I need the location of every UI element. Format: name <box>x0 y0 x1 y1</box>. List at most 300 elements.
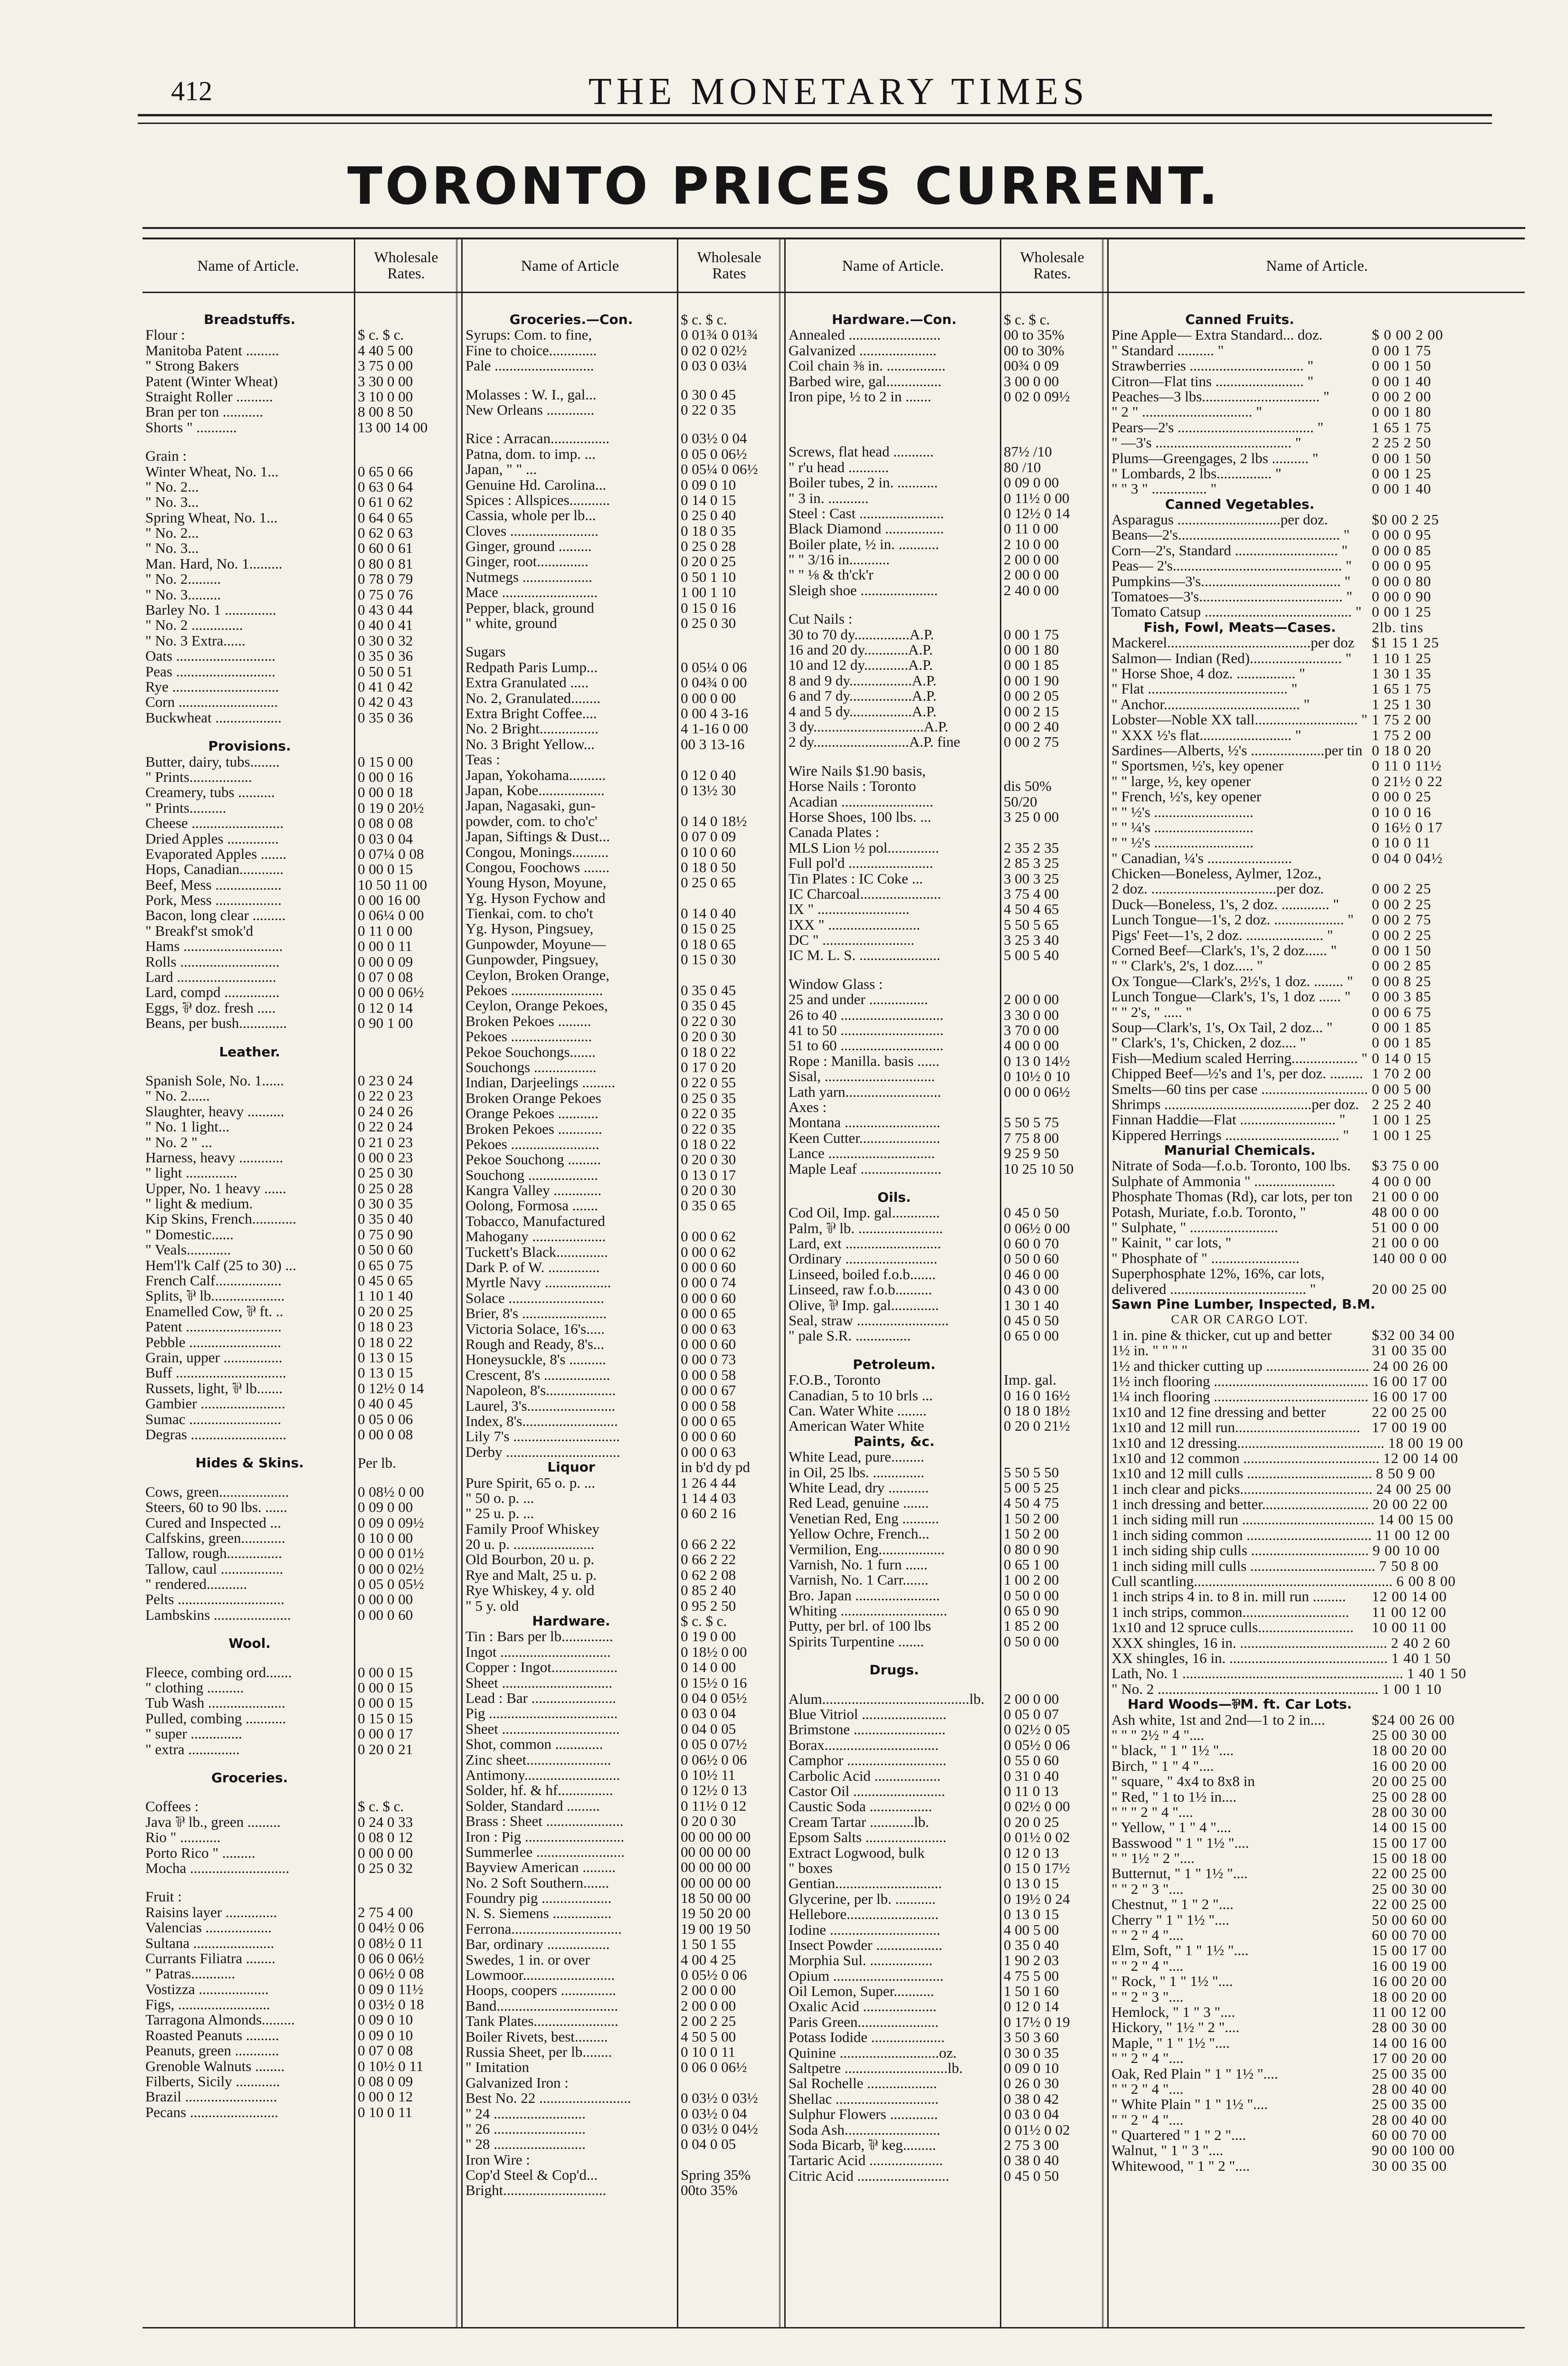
article-name: Blue Vitriol ....................... <box>789 1706 947 1723</box>
price-row <box>145 939 456 954</box>
wholesale-rate: 5 00 5 25 <box>1004 1479 1059 1496</box>
article-name: Potash, Muriate, f.o.b. Toronto, " <box>1112 1203 1306 1220</box>
article-name: " No. 2 .............. <box>145 617 243 634</box>
price-column-1 <box>145 299 456 2322</box>
price-row <box>466 616 779 631</box>
article-name: 51 to 60 ............................ <box>789 1037 944 1054</box>
article-name: 8 and 9 dy.................A.P. <box>789 672 937 689</box>
article-name: 1½ and thicker cutting up ............................ <box>1112 1357 1369 1374</box>
wholesale-rate: 18 00 20 00 <box>1372 1988 1447 2005</box>
wholesale-rate: 1 25 1 30 <box>1372 695 1432 713</box>
article-name: Splits, ⅌ lb.................... <box>145 1287 285 1304</box>
article-name: 3 dy..............................A.P. <box>789 718 949 735</box>
header-rates-2: Wholesale Rates <box>697 248 761 282</box>
price-row <box>789 2030 1102 2045</box>
article-name: MLS Lion ½ pol.............. <box>789 839 939 856</box>
price-row <box>145 479 456 494</box>
article-name: Hickory, " 1½ " 2 ".... <box>1112 2019 1240 2036</box>
wholesale-rate: 0 13 0 15 <box>358 1349 413 1366</box>
wholesale-rate: 0 00 1 40 <box>1372 372 1432 390</box>
price-row <box>789 1603 1102 1618</box>
wholesale-rate: 21 00 0 00 <box>1372 1234 1439 1251</box>
wholesale-rate: 2 10 0 00 <box>1004 535 1059 552</box>
article-name: Grain, upper ................ <box>145 1349 283 1366</box>
price-row <box>466 585 779 600</box>
wholesale-rate: 0 46 0 00 <box>1004 1265 1059 1283</box>
price-row <box>789 1084 1102 1100</box>
wholesale-rate: 0 00 0 00 <box>358 1844 413 1861</box>
article-name: " 24 ......................... <box>466 2105 586 2122</box>
article-name: New Orleans ............. <box>466 401 595 418</box>
price-row <box>789 1634 1102 1649</box>
article-name: Pigs' Feet—1's, 2 doz. ..................... " <box>1112 926 1333 943</box>
price-row <box>145 1104 456 1119</box>
article-name: " black, " 1 " 1½ ".... <box>1112 1742 1234 1759</box>
price-row <box>466 1214 779 1229</box>
wholesale-rate: 5 50 5 75 <box>1004 1114 1059 1131</box>
price-row <box>466 752 779 767</box>
price-row <box>145 648 456 664</box>
price-row <box>789 2107 1102 2122</box>
price-row <box>1112 1128 1525 1143</box>
wholesale-rate: 00 to 35% <box>1004 326 1064 343</box>
article-name: Laurel, 3's........................ <box>466 1397 616 1414</box>
article-name: Butter, dairy, tubs........ <box>145 753 280 770</box>
price-row <box>145 800 456 816</box>
wholesale-rate: 0 20 0 21 <box>358 1740 413 1758</box>
price-row <box>466 1921 779 1937</box>
price-row <box>466 358 779 373</box>
price-row <box>1112 1897 1525 1912</box>
price-row <box>466 1475 779 1491</box>
article-name: Linseed, boiled f.o.b....... <box>789 1265 936 1283</box>
price-row <box>466 1752 779 1767</box>
price-row <box>466 906 779 921</box>
article-name: Tank Plates....................... <box>466 2013 618 2030</box>
price-row <box>145 1577 456 1592</box>
wholesale-rate: 0 00 0 63 <box>681 1320 736 1337</box>
price-row <box>1112 1420 1525 1435</box>
wholesale-rate: 0 15 0 15 <box>358 1710 413 1727</box>
price-row <box>145 1073 456 1088</box>
spacer-row <box>1112 299 1525 312</box>
price-row <box>466 1629 779 1644</box>
wholesale-rate: $ c. $ c. <box>358 1798 404 1815</box>
price-row <box>466 1060 779 1075</box>
spacer-row <box>789 963 1102 977</box>
price-row <box>145 1861 456 1876</box>
price-row <box>145 420 456 435</box>
wholesale-rate: 0 75 0 76 <box>358 586 413 603</box>
article-name: Grenoble Walnuts ........ <box>145 2057 285 2074</box>
spacer-row <box>789 1344 1102 1357</box>
wholesale-rate: 00 00 00 00 <box>681 1859 751 1876</box>
article-name: Asparagus ............................per doz. <box>1112 511 1328 528</box>
wholesale-rate: 0 15 0 17½ <box>1004 1859 1070 1876</box>
article-name: 20 u. p. ...................... <box>466 1536 595 1553</box>
price-row <box>789 2091 1102 2107</box>
wholesale-rate: 4 00 0 00 <box>1004 1037 1059 1054</box>
header-name-3: Name of Article. <box>842 257 944 274</box>
wholesale-rate: $ c. $ c. <box>681 311 727 328</box>
article-name: No. 3 Bright Yellow... <box>466 735 595 752</box>
price-row <box>789 1542 1102 1557</box>
wholesale-rate: 16 00 20 00 <box>1372 1757 1447 1774</box>
wholesale-rate: 2lb. tins <box>1372 618 1424 636</box>
price-row <box>466 1814 779 1829</box>
article-name: IC Charcoal...................... <box>789 885 941 902</box>
wholesale-rate: 00 3 13-16 <box>681 735 745 752</box>
article-name: Nutmegs ................... <box>466 568 592 585</box>
wholesale-rate: 22 00 25 00 <box>1372 1896 1447 1913</box>
wholesale-rate: 4 00 5 00 <box>1004 1921 1059 1938</box>
article-name: Vermilion, Eng.................. <box>789 1540 945 1558</box>
wholesale-rate: 1 75 2 00 <box>1372 726 1432 743</box>
article-name: Solder, Standard ......... <box>466 1797 600 1814</box>
section-heading-row <box>789 1190 1102 1205</box>
article-name: Cream Tartar ............lb. <box>789 1813 929 1830</box>
article-name: Harness, heavy ............ <box>145 1149 284 1166</box>
price-column-3 <box>789 299 1102 2322</box>
wholesale-rate: 0 25 0 32 <box>358 1859 413 1876</box>
wholesale-rate: 0 22 0 35 <box>681 401 736 418</box>
price-row <box>466 1721 779 1737</box>
price-row <box>789 1938 1102 1953</box>
price-row <box>466 1552 779 1567</box>
wholesale-rate: 0 75 0 90 <box>358 1226 413 1243</box>
wholesale-rate: 20 00 25 00 <box>1372 1773 1447 1790</box>
wholesale-rate: 0 05½ 0 06 <box>681 1967 747 1984</box>
wholesale-rate: 0 01½ 0 02 <box>1004 1829 1070 1846</box>
price-row <box>1112 1743 1525 1758</box>
price-row <box>145 1951 456 1966</box>
price-row <box>789 673 1102 688</box>
price-row <box>1112 912 1525 927</box>
article-name: 1x10 and 12 mill run.................................. <box>1112 1419 1360 1436</box>
article-name: Oats ........................... <box>145 647 276 665</box>
wholesale-rate: 90 00 100 00 <box>1372 2142 1455 2159</box>
price-row <box>1112 343 1525 358</box>
price-row <box>789 719 1102 734</box>
article-name: Spring Wheat, No. 1... <box>145 509 278 526</box>
price-row <box>145 893 456 908</box>
article-name: " Veals............ <box>145 1241 231 1258</box>
article-name: Copper : Ingot.................. <box>466 1659 618 1676</box>
wholesale-rate: 4 40 5 00 <box>358 342 413 359</box>
wholesale-rate: 3 30 0 00 <box>358 372 413 390</box>
wholesale-rate <box>1000 611 1102 627</box>
wholesale-rate: $3 75 0 00 <box>1372 1157 1439 1174</box>
wholesale-rate: 0 09 0 10 <box>1004 2060 1059 2077</box>
article-name: " " Clark's, 2's, 1 doz..... " <box>1112 957 1263 974</box>
article-name: " Sportsmen, ½'s, key opener <box>1112 757 1283 774</box>
price-row <box>789 1722 1102 1737</box>
price-row <box>145 1530 456 1546</box>
price-row <box>145 1165 456 1180</box>
price-column-4 <box>1112 299 1525 2322</box>
wholesale-rate: 0 00 0 18 <box>358 784 413 801</box>
wholesale-rate: 00 to 30% <box>1004 342 1064 359</box>
article-name: Hellebore......................... <box>789 1906 939 1923</box>
article-name: Redpath Paris Lump... <box>466 658 598 675</box>
article-name: " No. 3... <box>145 494 199 511</box>
price-row <box>789 2138 1102 2153</box>
wholesale-rate: 0 00 0 63 <box>681 1443 736 1460</box>
wholesale-rate: 0 00 0 23 <box>358 1149 413 1166</box>
price-row <box>789 1449 1102 1464</box>
wholesale-rate: 0 12 0 13 <box>1004 1844 1059 1861</box>
wholesale-rate: 4 00 4 25 <box>681 1951 736 1968</box>
price-row <box>145 358 456 373</box>
price-row <box>1112 1374 1525 1389</box>
wholesale-rate: 0 43 0 00 <box>1004 1281 1059 1298</box>
article-name: Shrimps ........................................per doz. <box>1112 1095 1359 1112</box>
article-name: Salmon— Indian (Red)......................... " <box>1112 649 1352 666</box>
spacer-row <box>789 299 1102 312</box>
price-row <box>789 1465 1102 1480</box>
section-heading-row <box>145 1636 456 1651</box>
wholesale-rate: 0 00 0 00 <box>358 1591 413 1608</box>
price-row <box>789 1526 1102 1541</box>
article-name: Solace .......................... <box>466 1289 604 1306</box>
price-row <box>145 389 456 404</box>
wholesale-rate: 0 17½ 0 19 <box>1004 2013 1070 2030</box>
price-row <box>145 1799 456 1814</box>
price-row <box>145 1680 456 1695</box>
article-name: Basswood " 1 " 1½ ".... <box>1112 1834 1249 1851</box>
article-name: " Kainit, " car lots, " <box>1112 1234 1232 1251</box>
price-row <box>145 464 456 479</box>
price-row <box>789 886 1102 902</box>
section-heading-row <box>789 1434 1102 1449</box>
article-name: " Prints.......... <box>145 799 227 816</box>
article-name: 10 and 12 dy............A.P. <box>789 656 933 674</box>
article-name: 1 inch siding mill run .................................... <box>1112 1511 1375 1528</box>
wholesale-rate <box>677 644 779 659</box>
price-row <box>466 1691 779 1706</box>
article-name: Japan, " " ... <box>466 461 537 478</box>
article-name: Borax............................... <box>789 1736 939 1753</box>
price-row <box>145 923 456 939</box>
price-row <box>466 1168 779 1183</box>
wholesale-rate: 6 00 8 00 <box>1396 1573 1456 1590</box>
price-row <box>1112 1989 1525 2005</box>
wholesale-rate: 0 00 0 15 <box>358 861 413 878</box>
wholesale-rate: 3 00 0 00 <box>1004 372 1059 390</box>
price-row <box>789 1691 1102 1707</box>
article-name: Yg. Hyson Fychow and <box>466 889 606 906</box>
article-name: " No. 2 " ... <box>145 1133 212 1150</box>
article-name: " light .............. <box>145 1164 238 1181</box>
wholesale-rate: 0 00 0 12 <box>358 2088 413 2105</box>
price-row <box>1112 1328 1525 1343</box>
wholesale-rate: 0 00 0 60 <box>681 1428 736 1445</box>
article-name: Glycerine, per lb. ........... <box>789 1890 936 1907</box>
article-name: Pulled, combing ........... <box>145 1710 286 1727</box>
price-row <box>466 1583 779 1598</box>
price-row <box>466 1045 779 1060</box>
wholesale-rate: 25 00 28 00 <box>1372 1788 1447 1805</box>
wholesale-rate: 0 45 0 50 <box>1004 1204 1059 1221</box>
price-row <box>1112 589 1525 604</box>
article-name: Hops, Canadian............ <box>145 861 284 878</box>
section-heading-row <box>145 1455 456 1471</box>
price-row <box>1112 2097 1525 2112</box>
wholesale-rate: 0 95 2 50 <box>681 1597 736 1614</box>
price-row <box>466 477 779 493</box>
wholesale-rate: 18 50 00 00 <box>681 1890 751 1907</box>
price-row <box>1112 1005 1525 1020</box>
wholesale-rate: 0 01½ 0 02 <box>1004 2121 1070 2138</box>
article-name: American Water White <box>789 1417 924 1435</box>
article-name: Superphosphate 12%, 16%, car lots, <box>1112 1265 1325 1282</box>
price-row <box>1112 774 1525 789</box>
price-row <box>1112 897 1525 912</box>
wholesale-rate <box>1000 977 1102 992</box>
price-row <box>466 660 779 675</box>
wholesale-rate: 0 07¼ 0 08 <box>358 845 424 862</box>
wholesale-rate: 0 18 0 23 <box>358 1318 413 1335</box>
article-name: Sal Rochelle ................... <box>789 2075 937 2092</box>
article-name: " Patras............ <box>145 1965 236 1982</box>
wholesale-rate: 00 00 00 00 <box>681 1828 751 1845</box>
wholesale-rate: dis 50% <box>1004 778 1052 795</box>
article-name: Orange Pekoes ........... <box>466 1105 599 1122</box>
price-row <box>145 556 456 571</box>
wholesale-rate: 0 00 0 60 <box>358 1606 413 1623</box>
wholesale-rate: 00to 35% <box>681 2182 738 2199</box>
article-name: Varnish, No. 1 furn ...... <box>789 1556 928 1573</box>
article-name: " 3 in. ........... <box>789 489 869 506</box>
article-name: Sheet ................................ <box>466 1720 620 1737</box>
price-row <box>789 1115 1102 1130</box>
article-name: Porto Rico " ......... <box>145 1844 256 1861</box>
article-name: Sleigh shoe ..................... <box>789 581 938 599</box>
price-row <box>145 1088 456 1103</box>
price-row <box>466 891 779 906</box>
price-row <box>466 1383 779 1398</box>
wholesale-rate: 9 25 9 50 <box>1004 1145 1059 1162</box>
article-name: " light & medium. <box>145 1195 253 1212</box>
article-name: Pure Spirit, 65 o. p. ... <box>466 1474 595 1491</box>
article-name: Bran per ton ........... <box>145 403 263 420</box>
article-name: Peas ........................... <box>145 663 276 680</box>
wholesale-rate: 9 00 10 00 <box>1372 1542 1440 1559</box>
wholesale-rate: 0 00 0 02½ <box>358 1560 424 1577</box>
article-name: Solder, hf. & hf............... <box>466 1782 613 1799</box>
wholesale-rate: 4 00 0 00 <box>1372 1172 1432 1189</box>
wholesale-rate: 17 00 20 00 <box>1372 2050 1447 2067</box>
price-row <box>145 1288 456 1303</box>
wholesale-rate: 0 02½ 0 05 <box>1004 1721 1070 1738</box>
wholesale-rate: 14 00 16 00 <box>1372 2034 1447 2051</box>
spacer-row <box>789 1678 1102 1691</box>
article-name: Cull scantling...................................................... <box>1112 1573 1393 1590</box>
article-name: Patna, dom. to imp. ... <box>466 445 596 462</box>
article-name: Lobster—Noble XX tall............................ " <box>1112 711 1368 728</box>
article-name: Yg. Hyson, Pingsuey, <box>466 920 594 937</box>
wholesale-rate: 15 00 18 00 <box>1372 1850 1447 1867</box>
price-row <box>1112 1512 1525 1527</box>
article-name: IXX " ......................... <box>789 916 921 933</box>
wholesale-rate: 7 75 8 00 <box>1004 1129 1059 1146</box>
wholesale-rate: 0 03 0 04 <box>681 1705 736 1722</box>
wholesale-rate: 3 00 3 25 <box>1004 870 1059 887</box>
article-name: Mackerel.......................................per doz <box>1112 634 1355 651</box>
wholesale-rate: 12 00 14 00 <box>1372 1588 1447 1605</box>
wholesale-rate: 25 00 30 00 <box>1372 1880 1447 1897</box>
section-heading-row <box>145 1045 456 1060</box>
article-name: " Anchor..................................... " <box>1112 695 1310 713</box>
price-row <box>789 327 1102 342</box>
article-name: Varnish, No. 1 Carr....... <box>789 1571 929 1588</box>
price-row <box>789 1161 1102 1177</box>
wholesale-rate: 0 10 0 00 <box>358 1529 413 1546</box>
price-row <box>1112 527 1525 542</box>
price-row <box>1112 481 1525 496</box>
article-name: Russets, light, ⅌ lb....... <box>145 1379 283 1397</box>
article-name: Rough and Ready, 8's... <box>466 1336 605 1352</box>
article-name: Roasted Peanuts ......... <box>145 2026 279 2043</box>
price-row <box>1112 558 1525 573</box>
article-name: " " ⅛ & th'ck'r <box>789 566 874 583</box>
wholesale-rate: 4 50 4 75 <box>1004 1494 1059 1511</box>
price-row <box>466 1967 779 1983</box>
article-name: Iron Wire : <box>466 2151 530 2168</box>
wholesale-rate: 0 04 0 05½ <box>681 1689 747 1706</box>
wholesale-rate: 0 00 8 25 <box>1372 972 1432 989</box>
wholesale-rate: 0 22 0 55 <box>681 1074 736 1091</box>
price-row <box>1112 1112 1525 1127</box>
price-row <box>466 1183 779 1198</box>
price-row <box>1112 374 1525 389</box>
wholesale-rate: 0 40 0 45 <box>358 1395 413 1412</box>
price-row <box>789 2122 1102 2138</box>
price-row <box>145 831 456 846</box>
wholesale-rate: 2 40 0 00 <box>1004 581 1059 599</box>
article-name: Red Lead, genuine ....... <box>789 1494 929 1511</box>
wholesale-rate: 0 12½ 0 14 <box>358 1379 424 1397</box>
wholesale-rate: 0 00 0 60 <box>681 1336 736 1352</box>
article-name: Sisal, .............................. <box>789 1068 935 1085</box>
price-row <box>145 1592 456 1607</box>
wholesale-rate: 22 00 25 00 <box>1372 1403 1447 1420</box>
article-name: Boiler tubes, 2 in. ........... <box>789 474 938 491</box>
article-name: 41 to 50 ............................ <box>789 1022 944 1039</box>
spacer-row <box>145 1442 456 1455</box>
article-name: Lath yarn.......................... <box>789 1083 941 1100</box>
article-name: Mahogany .................... <box>466 1228 606 1245</box>
price-row <box>1112 1943 1525 1958</box>
article-name: Indian, Darjeelings ......... <box>466 1074 616 1091</box>
wholesale-rate: 0 13 0 17 <box>681 1166 736 1183</box>
wholesale-rate: 4 75 5 00 <box>1004 1967 1059 1984</box>
price-row <box>466 706 779 721</box>
wholesale-rate: 50 00 60 00 <box>1372 1911 1447 1928</box>
wholesale-rate: 0 00 1 40 <box>1372 480 1432 497</box>
wholesale-rate: 8 50 9 00 <box>1376 1465 1435 1482</box>
article-name: Hoops, coopers ............... <box>466 1982 616 1999</box>
wholesale-rate: 0 50 0 60 <box>1004 1250 1059 1267</box>
wholesale-rate: 1 26 4 44 <box>681 1474 736 1491</box>
article-name: Steers, 60 to 90 lbs. ...... <box>145 1499 287 1516</box>
article-name: Pepper, black, ground <box>466 599 594 616</box>
price-row <box>789 1738 1102 1753</box>
price-row <box>145 785 456 800</box>
wholesale-rate: 0 30 0 35 <box>1004 2044 1059 2061</box>
wholesale-rate: 0 00 0 62 <box>681 1228 736 1245</box>
wholesale-rate: 16 00 19 00 <box>1372 1957 1447 1974</box>
